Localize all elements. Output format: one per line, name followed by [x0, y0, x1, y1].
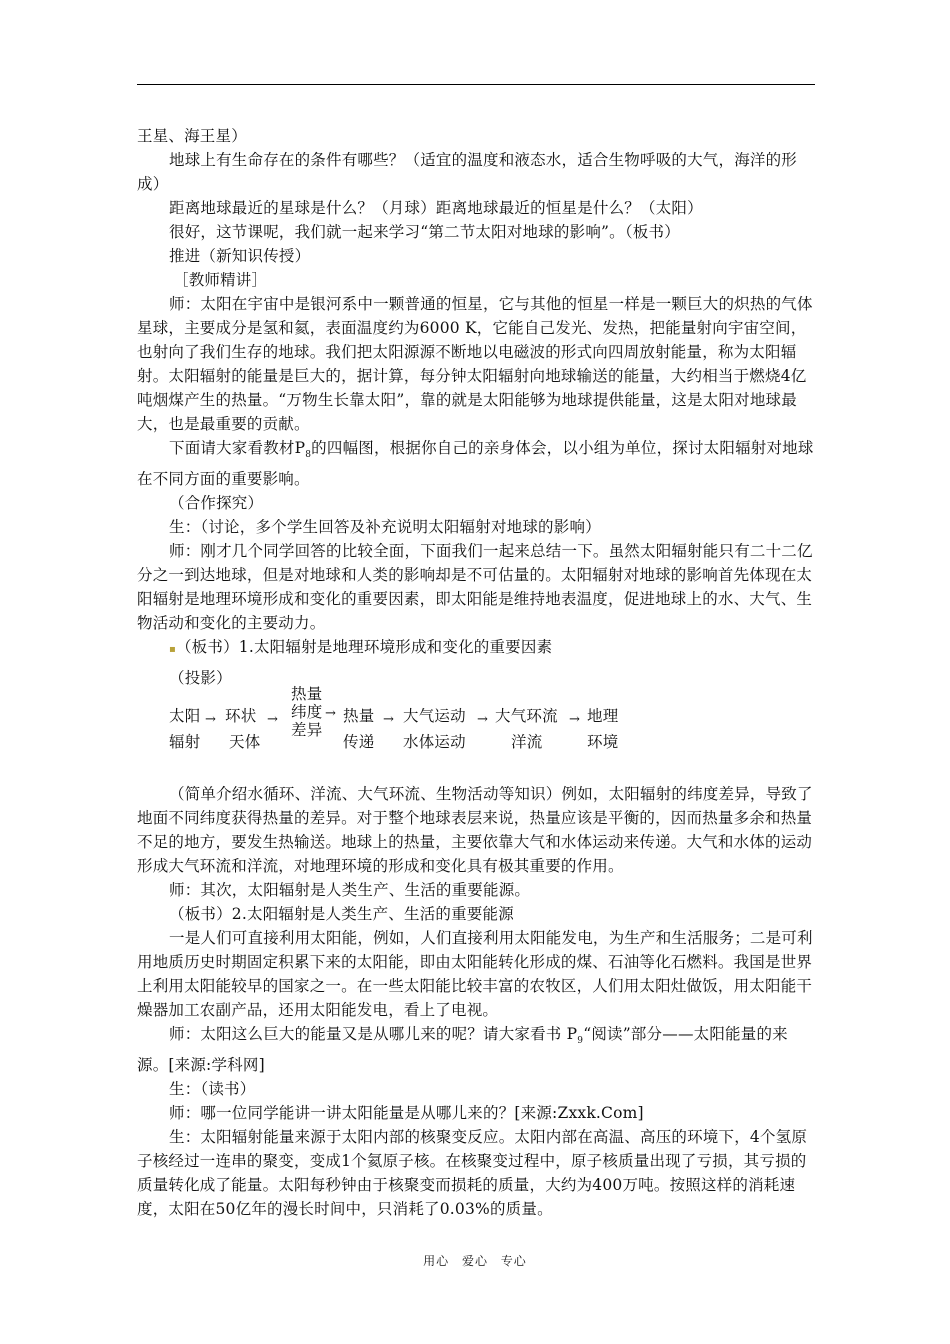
paragraph: 生：（讨论，多个学生回答及补充说明太阳辐射对地球的影响）	[169, 518, 601, 537]
flow-node-text: 大气环流	[495, 707, 558, 726]
flow-node-text: 天体	[229, 733, 261, 752]
board-note: （板书）2.太阳辐射是人类生产、生活的重要能源	[169, 905, 514, 924]
arrow-right-icon: →	[325, 706, 337, 722]
flow-node-text: 差异	[291, 721, 323, 740]
paragraph: 师：其次，太阳辐射是人类生产、生活的重要能源。	[169, 881, 531, 900]
paragraph: 师：太阳在宇宙中是银河系中一颗普通的恒星，它与其他的恒星一样是一颗巨大的炽热的气体星球，主要成分是氢和氦，表面温度约为6000 K，它能自己发光、发热，把能量射向宇宙空间，也射向了我们生存的地球。我们把太阳源源不断地以电磁波的形式向四周放射能量，称为太阳辐射。太阳辐射的能量是巨大的，据计算，每分钟太阳辐射向地球输送的能量，大约相当于燃烧4亿吨烟煤产生的热量。“万物生长靠太阳”，靠的就是太阳能够为地球提供能量，这是太阳对地球最大，也是最重要的贡献。	[137, 295, 813, 433]
arrow-right-icon: →	[383, 712, 395, 728]
arrow-right-icon: →	[569, 712, 581, 728]
page-subscript: 9	[577, 1036, 584, 1047]
flow-node-text: 环状	[225, 707, 257, 726]
arrow-right-icon: →	[477, 712, 489, 728]
paragraph	[137, 436, 817, 491]
paragraph: 距离地球最近的星球是什么？（月球）距离地球最近的恒星是什么？（太阳）	[169, 199, 703, 217]
paragraph: 地球上有生命存在的条件有哪些？（适宜的温度和液态水，适合生物呼吸的大气，海洋的形成）	[137, 151, 798, 193]
flow-node-text: 太阳	[169, 707, 201, 726]
paragraph: 师：刚才几个同学回答的比较全面，下面我们一起来总结一下。虽然太阳辐射能只有二十二亿分之一到达地球，但是对地球和人类的影响却是不可估量的。太阳辐射对地球的影响首先体现在太阳辐射是地理环境形成和变化的重要因素，即太阳能是维持地表温度，促进地球上的水、大气、生物活动和变化的主要动力。	[137, 542, 813, 633]
page-footer: 用心 爱心 专心	[423, 1254, 527, 1268]
header-rule	[137, 84, 815, 85]
paragraph: 生：太阳辐射能量来源于太阳内部的核聚变反应。太阳内部在高温、高压的环境下，4个氢原子核经过一连串的聚变，变成1个氦原子核。在核聚变过程中，原子核质量出现了亏损，其亏损的质量转化成了能量。太阳每秒钟由于核聚变而损耗的质量，大约为400万吨。按照这样的消耗速度，太阳在50亿年的漫长时间中，只消耗了0.03%的质量。	[137, 1128, 808, 1219]
arrow-right-icon: →	[205, 712, 217, 728]
paragraph-text: “阅读”部分——太阳能量的来源。[来源:学科网]	[137, 1025, 788, 1075]
flow-node-text: 大气运动	[403, 707, 466, 726]
flow-node-text: 环境	[587, 733, 619, 752]
paragraph-text: 下面请大家看教材P	[169, 439, 306, 457]
paragraph-text: （板书）1.太阳辐射是地理环境形成和变化的重要因素	[175, 638, 553, 657]
arrow-right-icon: →	[267, 712, 279, 728]
paragraph: 推进（新知识传授）	[169, 247, 311, 265]
page-subscript: 8	[305, 450, 312, 461]
paragraph: 师：哪一位同学能讲一讲太阳能量是从哪儿来的？[来源:Zxxk.Com]	[169, 1104, 644, 1123]
flow-diagram	[137, 685, 817, 770]
edit-mark-icon: ▪	[169, 644, 176, 656]
flow-node-text: 洋流	[511, 733, 543, 752]
flow-node-text: 传递	[343, 733, 375, 752]
section-label: ［教师精讲］	[173, 271, 268, 289]
section-label: （合作探究）	[169, 494, 264, 513]
paragraph-text: 的四幅图，根据你自己的亲身体会，以小组为单位，探讨太阳辐射对地球在不同方面的重要影响。	[137, 439, 814, 489]
paragraph-text: 师：太阳这么巨大的能量又是从哪儿来的呢？请大家看书 P	[169, 1025, 578, 1044]
flow-node-text: 水体运动	[403, 733, 466, 752]
board-note	[137, 635, 817, 662]
document-body	[137, 124, 817, 1221]
flow-node-text: 热量	[291, 685, 323, 704]
paragraph: 生：（读书）	[169, 1080, 256, 1099]
flow-node-text: 纬度	[291, 703, 323, 722]
flow-node-text: 地理	[587, 707, 619, 726]
paragraph: 王星、海王星）	[137, 127, 247, 145]
paragraph: 一是人们可直接利用太阳能，例如，人们直接利用太阳能发电，为生产和生活服务；二是可利用地质历史时期固定积累下来的太阳能，即由太阳能转化形成的煤、石油等化石燃料。我国是世界上利用太阳能较早的国家之一。在一些太阳能比较丰富的农牧区，人们用太阳灶做饭，用太阳能干燥器加工农副产品，还用太阳能发电，看上了电视。	[137, 929, 813, 1020]
projection-label: （投影）	[169, 669, 232, 688]
paragraph	[137, 1022, 817, 1077]
flow-node-text: 辐射	[169, 733, 201, 752]
paragraph: （简单介绍水循环、洋流、大气环流、生物活动等知识）例如，太阳辐射的纬度差异，导致了地面不同纬度获得热量的差异。对于整个地球表层来说，热量应该是平衡的，因而热量多余和热量不足的地方，要发生热输送。地球上的热量，主要依靠大气和水体运动来传递。大气和水体的运动形成大气环流和洋流，对地理环境的形成和变化具有极其重要的作用。	[137, 785, 813, 876]
paragraph: 很好，这节课呢，我们就一起来学习“第二节太阳对地球的影响”。（板书）	[169, 223, 680, 241]
flow-node-text: 热量	[343, 707, 375, 726]
